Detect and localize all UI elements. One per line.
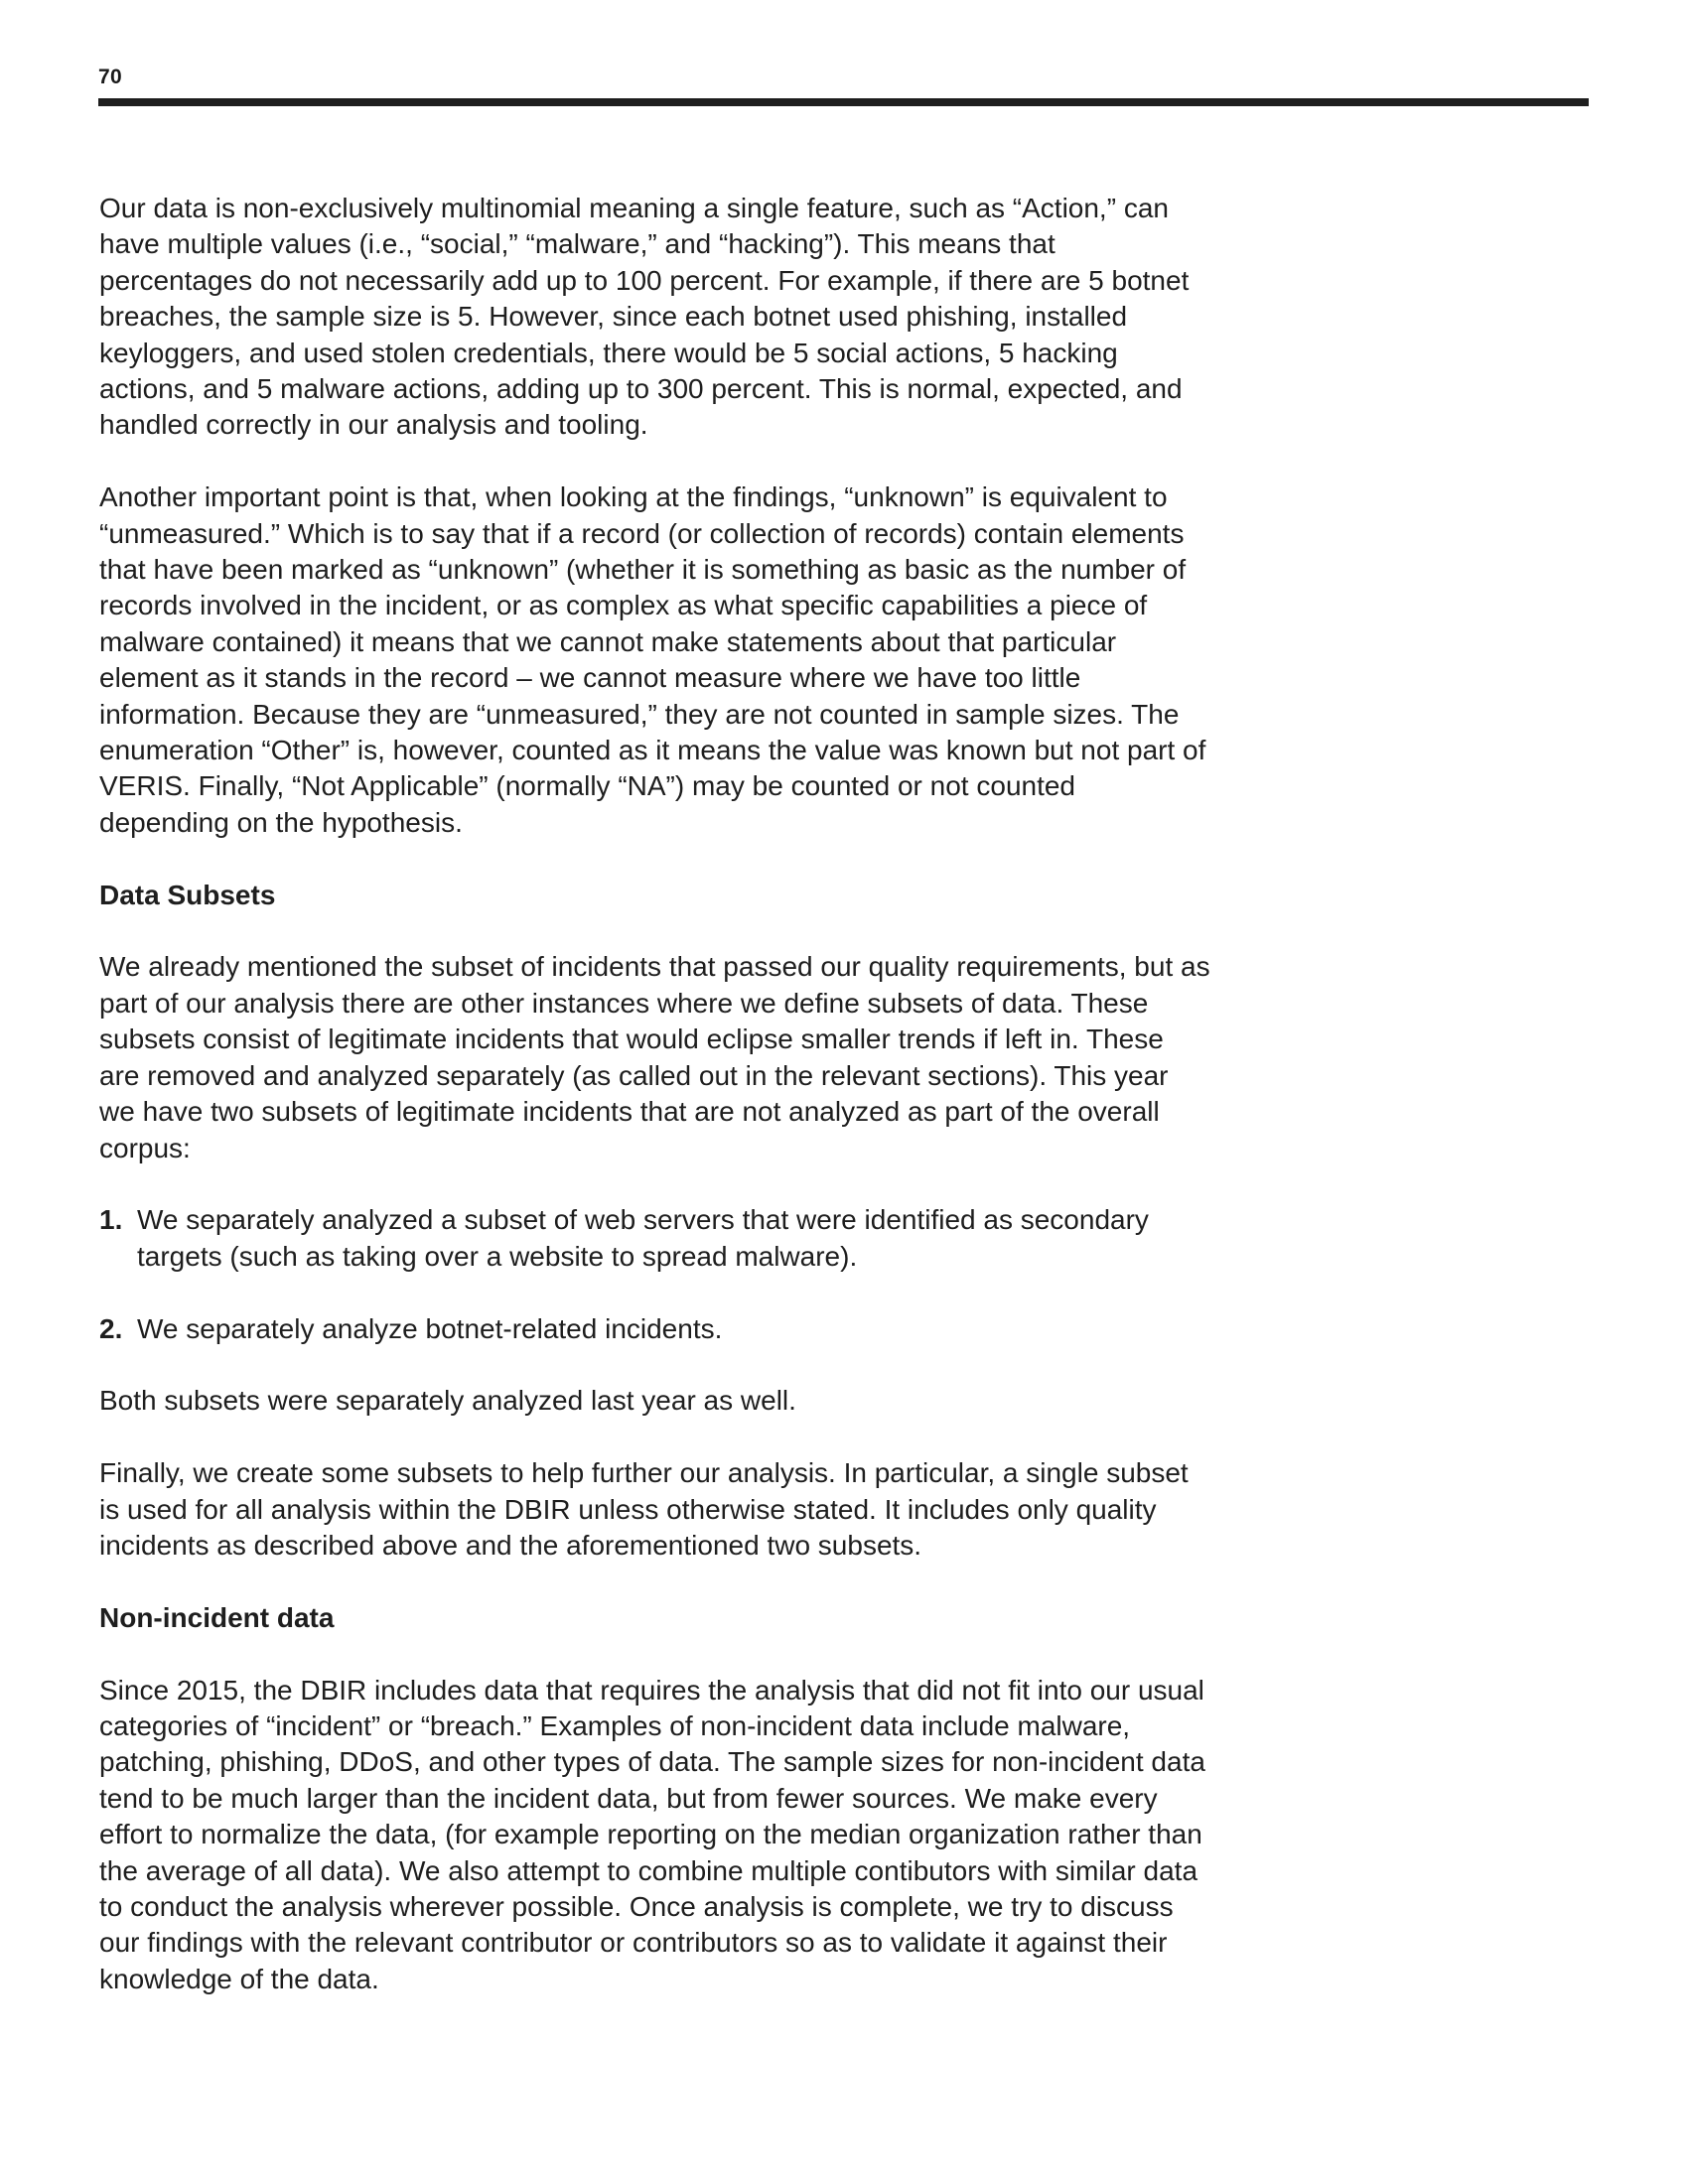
subsets-list — [99, 1202, 1211, 1347]
paragraph-single-subset: Finally, we create some subsets to help further our analysis. In particular, a single subset is used for all analysis within the DBIR unless otherwise stated. It includes only quality incidents as described above and the aforementioned two subsets. — [99, 1457, 1189, 1561]
heading-non-incident-data: Non-incident data — [99, 1601, 335, 1633]
list-item — [99, 1311, 1211, 1347]
paragraph-non-incident: Since 2015, the DBIR includes data that requires the analysis that did not fit into our usual categories of “incident” or “breach.” Examples of non-incident data include malware, patching, phishing, DDoS, and other types of data. The sample sizes for non-incident data tend to be much larger than the incident data, but from fewer sources. We make every effort to normalize the data, (for example reporting on the median organization rather than the average of all data). We also attempt to combine multiple contibutors with similar data to conduct the analysis wherever possible. Once analysis is complete, we try to discuss our findings with the relevant contributor or contributors so as to validate it against their knowledge of the data. — [99, 1674, 1205, 1994]
list-item-text: We separately analyze botnet-related incidents. — [137, 1312, 723, 1344]
paragraph-subsets-intro: We already mentioned the subset of incidents that passed our quality requirements, but as part of our analysis there are other instances where we define subsets of data. These subsets consist of legitimate incidents that would eclipse smaller trends if left in. These are removed and analyzed separately (as called out in the relevant sections). This year we have two subsets of legitimate incidents that are not analyzed as part of the overall corpus: — [99, 951, 1210, 1163]
paragraph-multinomial: Our data is non-exclusively multinomial meaning a single feature, such as “Action,” can have multiple values (i.e., “social,” “malware,” and “hacking”). This means that percentages do not necessarily add up to 100 percent. For example, if there are 5 botnet breaches, the sample size is 5. However, since each botnet used phishing, installed keyloggers, and used stolen credentials, there would be 5 social actions, 5 hacking actions, and 5 malware actions, adding up to 300 percent. This is normal, expected, and handled correctly in our analysis and tooling. — [99, 193, 1190, 441]
paragraph-unknown-values: Another important point is that, when looking at the findings, “unknown” is equivalent to “unmeasured.” Which is to say that if a record (or collection of records) contain elements that have been marked as “unknown” (whether it is something as basic as the number of records involved in the incident, or as complex as what specific capabilities a piece of malware contained) it means that we cannot make statements about that particular element as it stands in the record – we cannot measure where we have too little information. Because they are “unmeasured,” they are not counted in sample sizes. The enumeration “Other” is, however, counted as it means the value was known but not part of VERIS. Finally, “Not Applicable” (normally “NA”) may be counted or not counted depending on the hypothesis. — [99, 481, 1206, 838]
heading-data-subsets: Data Subsets — [99, 879, 276, 910]
list-item-text: We separately analyzed a subset of web servers that were identified as secondary targets (such as taking over a website to spread malware). — [137, 1204, 1149, 1272]
list-item-number: 2. — [99, 1312, 123, 1344]
paragraph-both-subsets: Both subsets were separately analyzed last year as well. — [99, 1385, 796, 1417]
list-item — [99, 1202, 1211, 1275]
page-content — [99, 191, 1211, 2034]
header-rule — [98, 98, 1589, 106]
page-number: 70 — [98, 66, 122, 88]
list-item-number: 1. — [99, 1204, 123, 1236]
